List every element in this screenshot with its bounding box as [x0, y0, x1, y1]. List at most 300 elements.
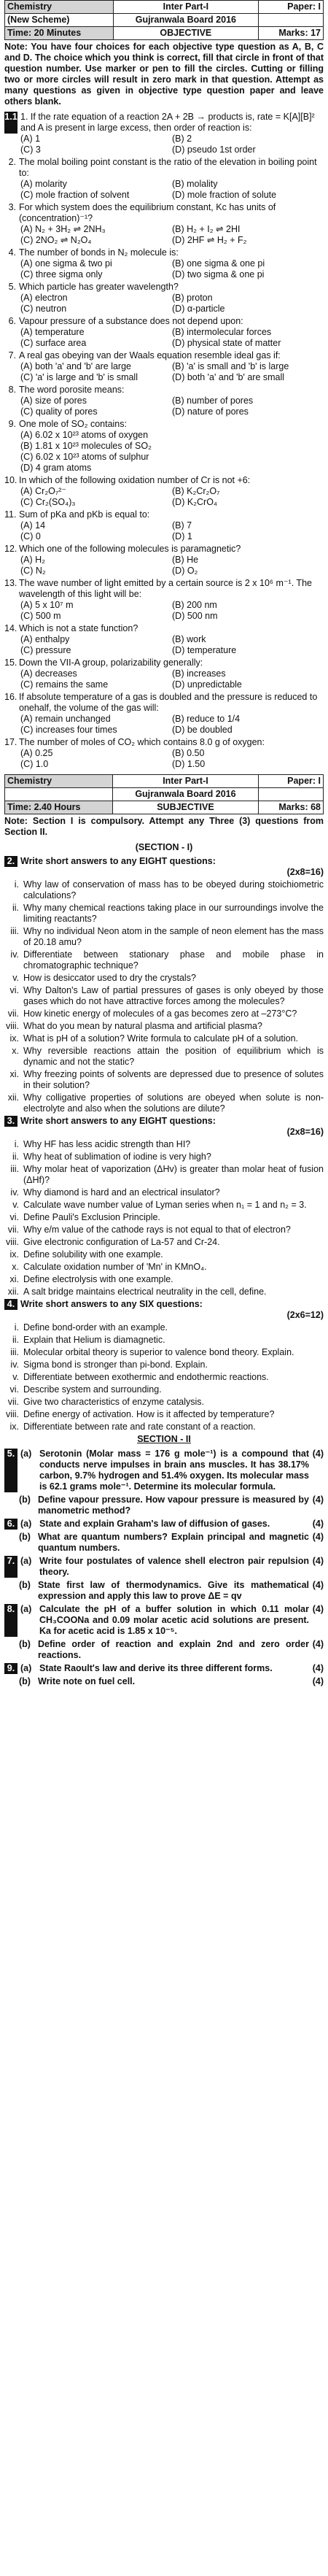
short-question-text: Why diamond is hard and an electrical insulator? [23, 1187, 220, 1198]
short-question-text: Give electronic configuration of La-57 and Cr-24. [23, 1237, 220, 1247]
short-question-text: How is desiccator used to dry the crystals? [23, 973, 196, 983]
mcq-item [4, 282, 324, 315]
long-question-text: Write four postulates of valence shell electron pair repulsion theory. [39, 1556, 309, 1577]
short-question-number: xi. [9, 1069, 19, 1079]
short-question-number: viii. [5, 1409, 19, 1419]
mcq-options [4, 430, 324, 474]
short-question [4, 1360, 324, 1370]
long-question-text: Serotonin (Molar mass = 176 g mole⁻¹) is a compound that conducts nerve impulses in brain ans muscles. It has 38.17% carbon, 9.7% hydrogen and 51.4% oxygen. Its molecular mass is 62.1 grams mole⁻¹. Determine its molecular formula. [39, 1449, 309, 1492]
mcq-option: (D) mole fraction of solute [172, 190, 277, 200]
mcq-option: (D) 500 nm [172, 611, 218, 621]
short-question-text: What is pH of a solution? Write formula to calculate pH of a solution. [23, 1033, 299, 1044]
mcq-list [4, 112, 324, 770]
short-question-text: Give two characteristics of enzyme catalysis. [23, 1397, 204, 1407]
short-question-number: iv. [10, 1360, 19, 1370]
section-heading [4, 1116, 324, 1127]
mcq-question-row [4, 475, 324, 486]
short-question-number: vii. [7, 1397, 19, 1407]
short-question [4, 1262, 324, 1273]
question-text: Which is not a state function? [19, 623, 138, 633]
question-number: 7. [8, 350, 16, 360]
short-question-text: Define electrolysis with one example. [23, 1274, 173, 1284]
mcq-option: (B) intermolecular forces [172, 327, 272, 337]
short-question-text: Why colligative properties of solutions are obeyed when solute is non-electrolyte and also when the solutions are dilute? [23, 1092, 324, 1114]
short-question-number: iii. [10, 1347, 19, 1357]
mcq-option: (D) both 'a' and 'b' are small [172, 372, 285, 382]
question-text: The wave number of light emitted by a certain source is 2 x 10⁶ m⁻¹. The wavelength of this light will be: [19, 578, 312, 599]
short-question [4, 1021, 324, 1032]
mcq-item [4, 692, 324, 736]
question-text: Which particle has greater wavelength? [19, 282, 179, 292]
question-number: 2. [4, 856, 17, 867]
scheme-cell: (New Scheme) [5, 14, 114, 27]
question-number: 9. [8, 419, 16, 429]
question-text: One mole of SO₂ contains: [19, 419, 127, 429]
long-question-text: State first law of thermodynamics. Give its mathematical expression and apply this law to prove ΔE = qv [38, 1580, 309, 1601]
question-part: (a) [20, 1449, 32, 1459]
mcq-option: (B) 'a' is small and 'b' is large [172, 361, 289, 371]
mcq-options [4, 555, 324, 576]
mcq-option: (C) 500 m [20, 611, 61, 621]
mcq-option: (C) Cr₂(SO₄)₃ [20, 497, 76, 507]
time-cell-2: Time: 2.40 Hours [5, 801, 113, 814]
mcq-options [4, 520, 324, 542]
short-question [4, 1187, 324, 1198]
question-number: 5. [4, 1449, 17, 1492]
short-question-text: Why heat of sublimation of iodine is very high? [23, 1152, 211, 1162]
mcq-option: (D) unpredictable [172, 679, 242, 690]
question-part: (b) [19, 1580, 31, 1590]
objective-header [4, 0, 324, 40]
question-number [4, 1495, 19, 1516]
mcq-option: (A) Cr₂O₇²⁻ [20, 486, 66, 496]
mcq-question-row [4, 112, 324, 134]
short-question [4, 1033, 324, 1044]
short-question-number: xi. [9, 1274, 19, 1284]
mcq-question-row [4, 419, 324, 430]
mcq-options [4, 179, 324, 201]
mcq-option: (C) remains the same [20, 679, 109, 690]
question-number: 4. [4, 1299, 17, 1310]
short-question-text: Sigma bond is stronger than pi-bond. Explain. [23, 1360, 208, 1370]
long-question-list [4, 1449, 324, 1687]
question-text: Sum of pKa and pKb is equal to: [19, 509, 150, 520]
question-number: 2. [8, 157, 16, 167]
question-number: 5. [8, 282, 16, 292]
question-part: (a) [20, 1604, 32, 1614]
mcq-item [4, 544, 324, 576]
short-question [4, 1009, 324, 1019]
section-marks: (2x6=12) [286, 1310, 324, 1320]
question-marks: (4) [312, 1495, 324, 1505]
mcq-option: (B) K₂Cr₂O₇ [172, 486, 220, 496]
short-question [4, 1287, 324, 1297]
mcq-question-row [4, 578, 324, 600]
mcq-option: (A) 5 x 10⁷ m [20, 600, 74, 610]
subjective-header [4, 774, 324, 814]
mcq-option: (D) 4 gram atoms [20, 463, 92, 473]
mcq-option: (C) 0 [20, 531, 41, 541]
mcq-question-row [4, 247, 324, 258]
short-question [4, 1372, 324, 1383]
mcq-option: (C) quality of pores [20, 406, 98, 417]
mcq-option: (D) 1.50 [172, 759, 206, 769]
short-question-sections [4, 856, 324, 1432]
short-question-text: Describe system and surrounding. [23, 1384, 162, 1395]
mcq-option: (B) 0.50 [172, 748, 205, 758]
mcq-item [4, 112, 324, 155]
question-number: 11. [4, 509, 17, 520]
section-instruction: Write short answers to any EIGHT questions: [20, 856, 216, 866]
question-marks: (4) [312, 1449, 324, 1459]
short-question [4, 903, 324, 925]
question-number: 8. [4, 1604, 17, 1637]
mcq-option: (B) proton [172, 293, 213, 303]
mcq-option: (A) molarity [20, 179, 67, 189]
short-question-section [4, 1116, 324, 1297]
short-question-text: Molecular orbital theory is superior to valence bond theory. Explain. [23, 1347, 294, 1357]
mcq-option: (A) one sigma & two pi [20, 258, 112, 269]
mcq-option: (A) size of pores [20, 396, 87, 406]
mcq-option: (B) work [172, 634, 206, 644]
mcq-item [4, 737, 324, 770]
short-question [4, 1422, 324, 1432]
mcq-options [4, 748, 324, 770]
question-number: 6. [8, 316, 16, 326]
question-text: The molal boiling point constant is the ratio of the elevation in boiling point to: [19, 157, 317, 178]
short-question-text: Calculate oxidation number of 'Mn' in KMnO₄. [23, 1262, 207, 1272]
mcq-options [4, 258, 324, 280]
short-question-number: viii. [5, 1237, 19, 1247]
mcq-option: (C) N₂ [20, 566, 46, 576]
short-question-number: vii. [7, 1225, 19, 1235]
short-question-section [4, 1299, 324, 1432]
question-text: If absolute temperature of a gas is doubled and the pressure is reduced to onehalf, the volume of the gas will: [19, 692, 318, 713]
short-question [4, 949, 324, 971]
short-question-text: Calculate wave number value of Lyman series when n₁ = 1 and n₂ = 3. [23, 1200, 307, 1210]
mcq-item [4, 658, 324, 690]
marks-cell: Marks: 17 [259, 27, 324, 40]
long-question-text: State and explain Graham's law of diffusion of gases. [39, 1519, 270, 1529]
short-question-text: Why e/m value of the cathode rays is not equal to that of electron? [23, 1225, 291, 1235]
short-question-text: Define Pauli's Exclusion Principle. [23, 1212, 160, 1222]
mcq-option: (D) K₂CrO₄ [172, 497, 218, 507]
mcq-options [4, 668, 324, 690]
type-cell: OBJECTIVE [113, 27, 259, 40]
short-question-number: ix. [9, 1249, 19, 1260]
mcq-option: (C) neutron [20, 304, 67, 314]
mcq-option: (B) molality [172, 179, 218, 189]
mcq-question-row [4, 157, 324, 179]
short-question-text: Why law of conservation of mass has to be obeyed during stoichiometric calculations? [23, 879, 324, 901]
long-question [4, 1495, 324, 1516]
mcq-options [4, 134, 324, 155]
short-question-number: iii. [10, 926, 19, 936]
long-question-text: State Raoult's law and derive its three different forms. [39, 1663, 273, 1673]
short-question-text: Why many chemical reactions taking place in our surroundings involve the limiting reactants? [23, 903, 324, 924]
mcq-item [4, 385, 324, 417]
short-question [4, 1249, 324, 1260]
mcq-options [4, 634, 324, 656]
section-1-title: (SECTION - I) [135, 842, 193, 852]
long-question-text: Write note on fuel cell. [38, 1676, 136, 1686]
section-heading [4, 856, 324, 867]
mcq-option: (A) electron [20, 293, 68, 303]
question-text: In which of the following oxidation number of Cr is not +6: [19, 475, 251, 485]
question-marks: (4) [312, 1580, 324, 1590]
mcq-option: (D) be doubled [172, 725, 233, 735]
mcq-options [4, 327, 324, 349]
mcq-item [4, 157, 324, 201]
mcq-option: (C) 2NO₂ ⇌ N₂O₄ [20, 235, 92, 245]
short-question-text: Why molar heat of vaporization (ΔHv) is greater than molar heat of fusion (ΔHf)? [23, 1164, 324, 1185]
short-question-text: What do you mean by natural plasma and artificial plasma? [23, 1021, 262, 1031]
mcq-option: (B) 2 [172, 134, 192, 144]
short-question [4, 1069, 324, 1091]
long-question-text: What are quantum numbers? Explain principal and magnetic quantum numbers. [38, 1532, 309, 1553]
short-question-number: x. [12, 1262, 19, 1272]
short-question-number: v. [12, 973, 19, 983]
mcq-option: (A) H₂ [20, 555, 46, 565]
mcq-option: (A) 6.02 x 10²³ atoms of oxygen [20, 430, 149, 440]
short-question-number: iv. [10, 949, 19, 960]
question-number: 6. [4, 1519, 17, 1530]
short-question-text: Explain that Helium is diamagnetic. [23, 1335, 165, 1345]
mcq-option: (D) two sigma & one pi [172, 269, 265, 279]
mcq-item [4, 509, 324, 542]
short-question [4, 1225, 324, 1235]
mcq-option: (A) N₂ + 3H₂ ⇌ 2NH₃ [20, 224, 106, 234]
short-question [4, 1397, 324, 1408]
mcq-question-row [4, 385, 324, 396]
question-number: 16. [4, 692, 17, 702]
question-number [4, 1676, 19, 1687]
short-question [4, 926, 324, 948]
mcq-option: (B) 1.81 x 10²³ molecules of SO₂ [20, 441, 152, 451]
question-marks: (4) [312, 1556, 324, 1566]
question-part: (b) [19, 1639, 31, 1649]
mcq-option: (A) temperature [20, 327, 85, 337]
question-part: (a) [20, 1556, 32, 1566]
mcq-option: (D) pseudo 1st order [172, 144, 256, 155]
mcq-option: (B) increases [172, 668, 226, 679]
short-question-text: Why freezing points of solvents are depressed due to presence of solutes in their solution? [23, 1069, 324, 1090]
mcq-option: (A) decreases [20, 668, 77, 679]
question-number: 1.1 [4, 112, 17, 134]
mcq-options [4, 486, 324, 508]
question-marks: (4) [312, 1676, 324, 1686]
question-marks: (4) [312, 1519, 324, 1529]
short-question-text: Why reversible reactions attain the position of equilibrium which is dynamic and not the static? [23, 1046, 324, 1067]
section-instruction: Write short answers to any SIX questions: [20, 1299, 203, 1309]
question-text: Down the VII-A group, polarizability generally: [19, 658, 203, 668]
long-question-text: Define order of reaction and explain 2nd and zero order reactions. [38, 1639, 309, 1660]
mcq-option: (D) O₂ [172, 566, 198, 576]
long-question [4, 1532, 324, 1554]
short-question-number: x. [12, 1046, 19, 1056]
mcq-item [4, 247, 324, 280]
mcq-option: (C) pressure [20, 645, 71, 655]
short-question-number: vii. [7, 1009, 19, 1019]
question-number: 3. [8, 202, 16, 212]
mcq-question-row [4, 544, 324, 555]
short-question [4, 1335, 324, 1346]
short-question-number: iii. [10, 1164, 19, 1174]
short-question-number: ix. [9, 1422, 19, 1432]
mcq-question-row [4, 692, 324, 714]
short-question-number: i. [14, 1139, 19, 1149]
question-part: (a) [20, 1663, 32, 1673]
short-question [4, 1164, 324, 1186]
short-question [4, 1200, 324, 1211]
mcq-item [4, 623, 324, 656]
mcq-options [4, 224, 324, 246]
question-marks: (4) [312, 1532, 324, 1542]
short-question [4, 1139, 324, 1150]
board-cell-2: Gujranwala Board 2016 [112, 788, 258, 801]
question-number: 3. [4, 1116, 17, 1127]
mcq-item [4, 578, 324, 622]
short-question [4, 1237, 324, 1248]
mcq-option: (C) three sigma only [20, 269, 103, 279]
mcq-options [4, 361, 324, 383]
mcq-option: (A) 1 [20, 134, 41, 144]
question-text: Vapour pressure of a substance does not depend upon: [19, 316, 243, 326]
question-number [4, 1639, 19, 1661]
short-question-text: Differentiate between rate and rate constant of a reaction. [23, 1422, 256, 1432]
short-question-number: vi. [9, 1212, 19, 1222]
short-question-number: ii. [12, 1152, 19, 1162]
mcq-option: (A) both 'a' and 'b' are large [20, 361, 131, 371]
part-cell-2: Inter Part-I [112, 775, 258, 788]
short-question [4, 879, 324, 901]
short-question-text: Define energy of activation. How is it affected by temperature? [23, 1409, 275, 1419]
mcq-option: (C) 1.0 [20, 759, 49, 769]
question-part: (b) [19, 1532, 31, 1542]
short-question-section [4, 856, 324, 1114]
section-marks: (2x8=16) [286, 867, 324, 877]
question-number [4, 1580, 19, 1602]
long-question [4, 1519, 324, 1530]
mcq-question-row [4, 737, 324, 748]
short-question [4, 985, 324, 1007]
question-text: For which system does the equilibrium constant, Kc has units of (concentration)⁻¹? [19, 202, 276, 223]
question-part: (a) [20, 1519, 32, 1529]
short-question-number: xii. [7, 1092, 19, 1103]
mcq-option: (D) nature of pores [172, 406, 249, 417]
section-2-title: SECTION - II [137, 1434, 191, 1444]
section-marks: (2x8=16) [286, 1127, 324, 1137]
mcq-option: (A) 0.25 [20, 748, 53, 758]
paper-cell: Paper: I [259, 1, 324, 14]
short-question-text: Why HF has less acidic strength than HI? [23, 1139, 191, 1149]
mcq-item [4, 475, 324, 508]
type-cell-2: SUBJECTIVE [112, 801, 258, 814]
mcq-option: (C) 'a' is large and 'b' is small [20, 372, 138, 382]
short-question-text: How kinetic energy of molecules of a gas becomes zero at –273°C? [23, 1009, 297, 1019]
question-number [4, 1532, 19, 1554]
mcq-question-row [4, 202, 324, 224]
mcq-options [4, 714, 324, 736]
question-text: 1. If the rate equation of a reaction 2A + 2B → products is, rate = K[A][B]² and A is present in large excess, then order of reaction is: [20, 112, 315, 133]
short-question-number: vi. [9, 1384, 19, 1395]
time-cell: Time: 20 Minutes [5, 27, 114, 40]
long-question [4, 1556, 324, 1578]
short-question-number: i. [14, 1322, 19, 1333]
short-question-number: xii. [7, 1287, 19, 1297]
short-question-number: v. [12, 1200, 19, 1210]
question-text: The word porosite means: [19, 385, 125, 395]
question-number: 13. [4, 578, 17, 588]
long-question [4, 1604, 324, 1637]
short-question [4, 1152, 324, 1162]
mcq-option: (B) H₂ + I₂ ⇌ 2HI [172, 224, 241, 234]
question-number: 8. [8, 385, 16, 395]
mcq-item [4, 202, 324, 246]
short-question [4, 1212, 324, 1223]
short-question [4, 1409, 324, 1420]
mcq-option: (D) physical state of matter [172, 338, 281, 348]
subject-cell: Chemistry [5, 1, 114, 14]
short-question [4, 1046, 324, 1068]
short-question-number: vi. [9, 985, 19, 995]
long-question-text: Define vapour pressure. How vapour pressure is measured by manometric method? [38, 1495, 309, 1516]
short-question-text: Differentiate between exothermic and endothermic reactions. [23, 1372, 269, 1382]
subject-cell-2: Chemistry [5, 775, 113, 788]
question-number: 15. [4, 658, 17, 668]
mcq-question-row [4, 350, 324, 361]
short-question [4, 1347, 324, 1358]
mcq-options [4, 396, 324, 417]
section-instruction: Write short answers to any EIGHT questions: [20, 1116, 216, 1126]
short-question [4, 1322, 324, 1333]
mcq-option: (A) remain unchanged [20, 714, 111, 724]
short-question-text: Define solubility with one example. [23, 1249, 163, 1260]
short-question-number: viii. [5, 1021, 19, 1031]
mcq-option: (B) reduce to 1/4 [172, 714, 241, 724]
marks-cell-2: Marks: 68 [258, 801, 323, 814]
mcq-option: (D) α-particle [172, 304, 225, 314]
question-number: 17. [4, 737, 17, 747]
long-question [4, 1663, 324, 1674]
mcq-question-row [4, 316, 324, 327]
short-question-number: ii. [12, 1335, 19, 1345]
mcq-question-row [4, 509, 324, 520]
mcq-question-row [4, 282, 324, 293]
long-question [4, 1676, 324, 1687]
long-question [4, 1580, 324, 1602]
mcq-option: (B) one sigma & one pi [172, 258, 265, 269]
mcq-option: (B) 200 nm [172, 600, 217, 610]
short-question [4, 1274, 324, 1285]
mcq-option: (C) surface area [20, 338, 87, 348]
short-question [4, 1384, 324, 1395]
subjective-note: Note: Section I is compulsory. Attempt any Three (3) questions from Section II. [4, 816, 324, 837]
question-number: 12. [4, 544, 17, 554]
part-cell: Inter Part-I [113, 1, 259, 14]
long-question [4, 1449, 324, 1492]
short-question-number: i. [14, 879, 19, 890]
question-text: The number of moles of CO₂ which contains 8.0 g of oxygen: [19, 737, 265, 747]
question-text: The number of bonds in N₂ molecule is: [19, 247, 179, 258]
question-number: 9. [4, 1663, 17, 1674]
mcq-item [4, 350, 324, 383]
mcq-option: (C) 3 [20, 144, 41, 155]
question-text: A real gas obeying van der Waals equation resemble ideal gas if: [19, 350, 281, 360]
short-question-number: ix. [9, 1033, 19, 1044]
short-question-text: Define bond-order with an example. [23, 1322, 168, 1333]
short-question-text: Why Dalton's Law of partial pressures of gases is only obeyed by those gases which do not have attractive forces among the molecules? [23, 985, 324, 1006]
